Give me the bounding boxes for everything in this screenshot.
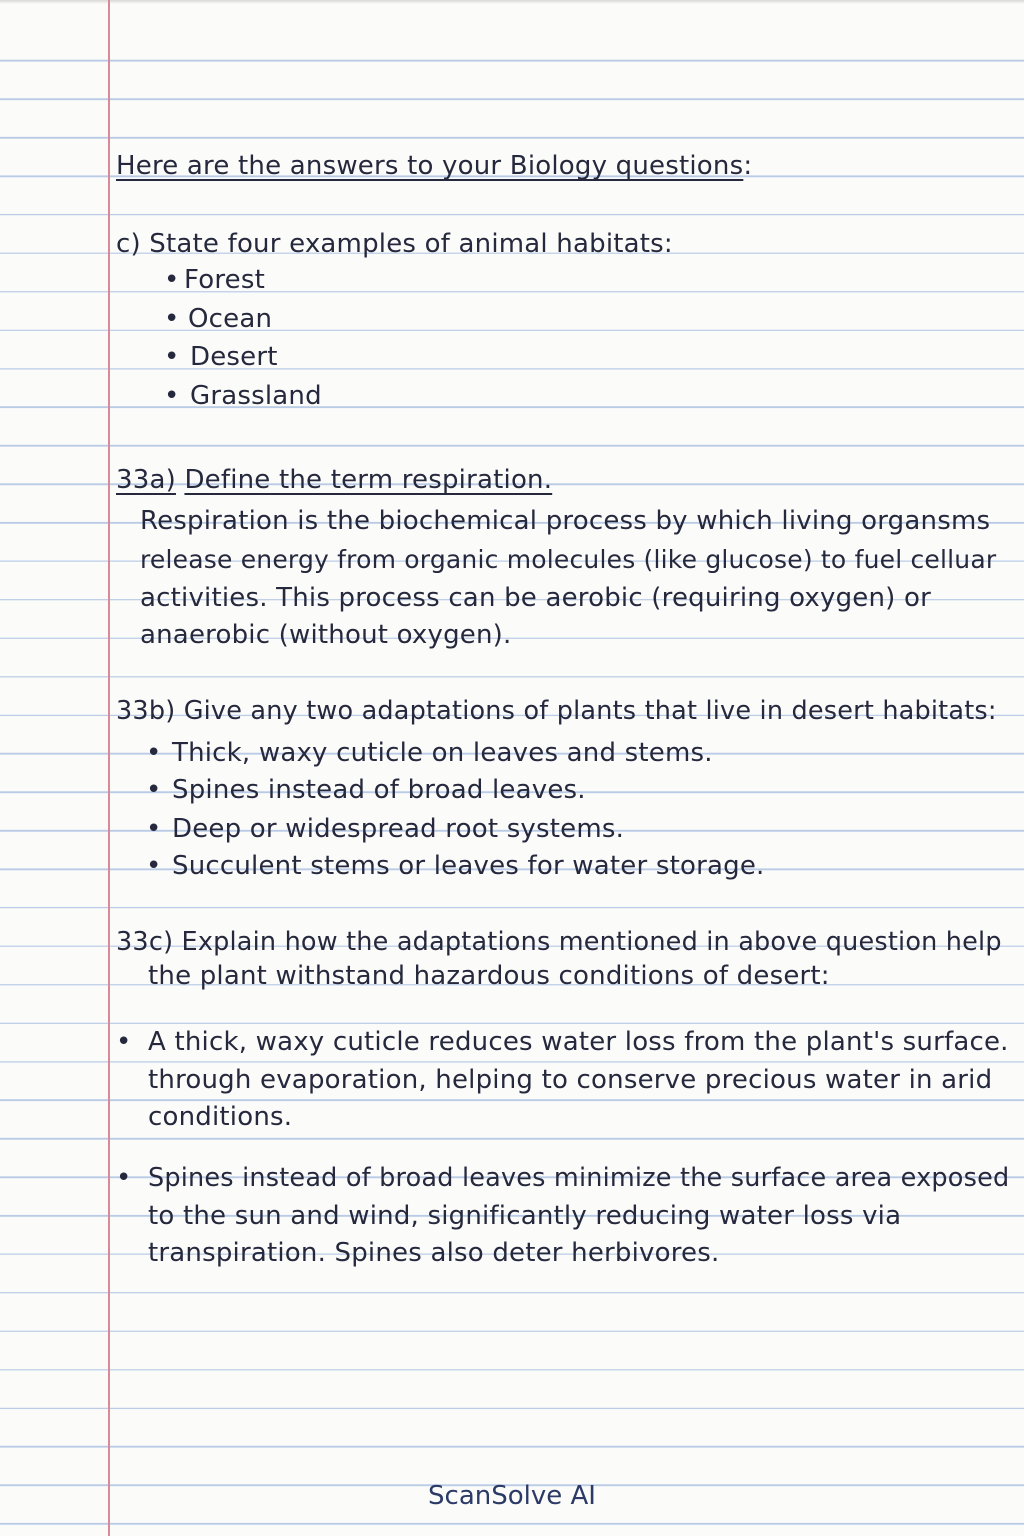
question-text: Define the term respiration.: [184, 465, 553, 495]
bullet: •: [146, 775, 162, 805]
list-item: Ocean: [188, 304, 273, 334]
answer-line: Respiration is the biochemical process by which living organsms: [140, 506, 991, 536]
page-title-text: Here are the answers to your Biology questions: [116, 151, 744, 181]
answer-line: A thick, waxy cuticle reduces water loss from the plant's surface.: [148, 1027, 1009, 1057]
answer-line: Spines instead of broad leaves minimize the surface area exposed: [148, 1163, 1010, 1193]
page-title-colon: :: [743, 151, 753, 181]
bullet: •: [164, 342, 180, 372]
answer-line: activities. This process can be aerobic (requiring oxygen) or: [140, 583, 931, 613]
bullet: •: [146, 738, 162, 768]
bullet: •: [116, 1163, 132, 1193]
answer-line: conditions.: [148, 1102, 293, 1132]
list-item: Forest: [184, 265, 265, 295]
list-item: Grassland: [190, 381, 322, 411]
question-number: 33a): [116, 465, 176, 495]
bullet: •: [146, 851, 162, 881]
answer-line: transpiration. Spines also deter herbivores.: [148, 1238, 720, 1268]
answer-line: release energy from organic molecules (like glucose) to fuel celluar: [140, 545, 997, 574]
question-33c-line: the plant withstand hazardous conditions of desert:: [148, 961, 830, 991]
bullet: •: [116, 1027, 132, 1057]
list-item: Deep or widespread root systems.: [172, 814, 625, 844]
question-33b: 33b) Give any two adaptations of plants that live in desert habitats:: [116, 696, 997, 726]
paper-top-edge: [0, 0, 1024, 4]
bullet: •: [146, 814, 162, 844]
list-item: Desert: [190, 342, 278, 372]
bullet: •: [164, 265, 180, 295]
answer-line: through evaporation, helping to conserve precious water in arid: [148, 1065, 993, 1095]
answer-line: to the sun and wind, significantly reducing water loss via: [148, 1201, 902, 1231]
bullet: •: [164, 381, 180, 411]
question-c: c) State four examples of animal habitats:: [116, 229, 673, 259]
list-item: Spines instead of broad leaves.: [172, 775, 586, 805]
footer-brand: ScanSolve AI: [428, 1481, 596, 1511]
page-title: [116, 148, 752, 184]
question-33c-line: 33c) Explain how the adaptations mentioned in above question help: [116, 927, 1002, 957]
margin-line: [108, 0, 110, 1536]
answer-line: anaerobic (without oxygen).: [140, 620, 512, 650]
list-item: Succulent stems or leaves for water storage.: [172, 851, 765, 881]
question-33a: [116, 462, 552, 498]
list-item: Thick, waxy cuticle on leaves and stems.: [172, 738, 713, 768]
bullet: •: [164, 304, 180, 334]
